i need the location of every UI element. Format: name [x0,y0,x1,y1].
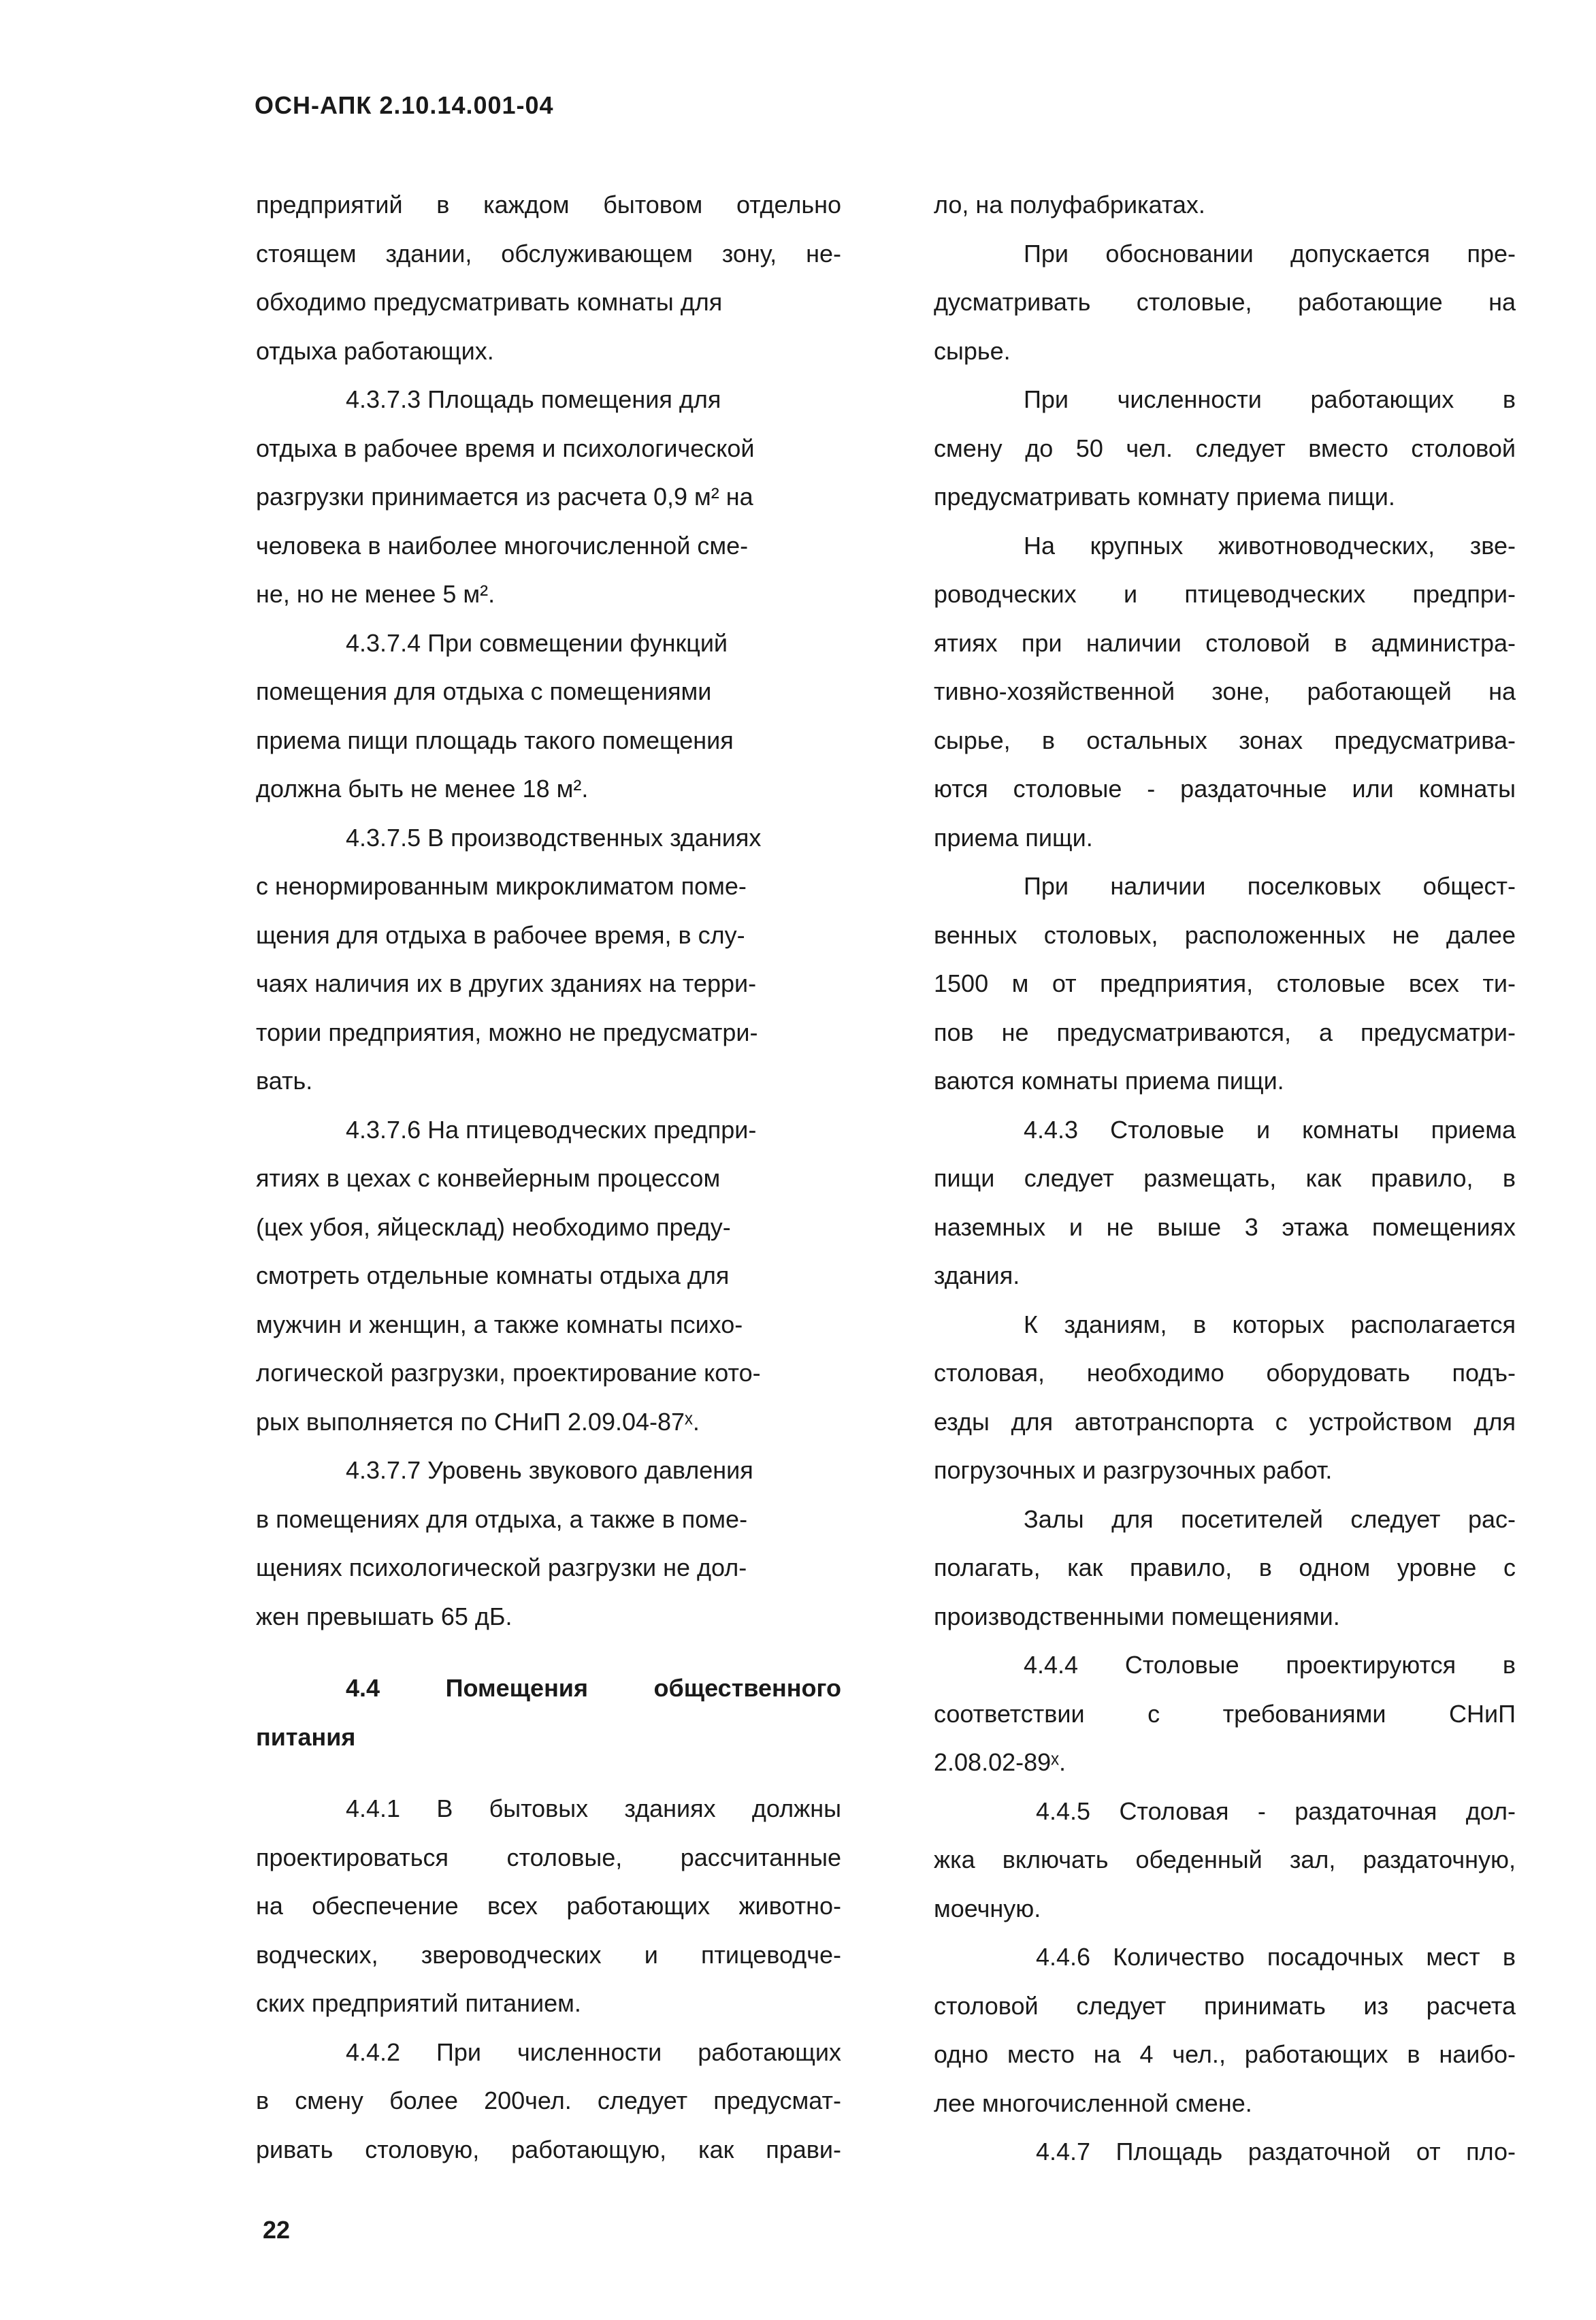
text-line: 4.3.7.6 На птицеводческих предпри- [346,1115,757,1144]
text-line: питания [256,1722,356,1751]
text-line: венных столовых, расположенных не далее [934,920,1516,949]
text-line: столовая, необходимо оборудовать подъ- [934,1359,1516,1387]
text-line: помещения для отдыха с помещениями [256,677,712,705]
text-line: 4.4.4 Столовые проектируются в [1024,1651,1516,1679]
text-line: вать. [256,1067,313,1095]
text-line: в помещениях для отдыха, а также в поме- [256,1504,748,1533]
right-text-column [934,180,1516,2176]
left-text-column [256,180,841,2174]
text-line: в смену более 200чел. следует предусмат- [256,2087,841,2114]
text-line: приема пищи площадь такого помещения [256,726,734,754]
text-line: 4.4.7 Площадь раздаточной от пло- [1036,2138,1516,2165]
text-line: с ненормированным микроклиматом поме- [256,872,747,900]
text-line: должна быть не менее 18 м². [256,775,589,803]
text-line: На крупных животноводческих, зве- [1024,531,1516,560]
text-line: мужчин и женщин, а также комнаты психо- [256,1310,743,1338]
text-line: приема пищи. [934,823,1093,852]
text-line: моечную. [934,1894,1041,1922]
text-line: 2.08.02-89ˣ. [934,1748,1066,1776]
text-line: полагать, как правило, в одном уровне с [934,1553,1516,1581]
text-line: человека в наиболее многочисленной сме- [256,531,749,560]
text-line: предусматривать комнату приема пищи. [934,483,1395,511]
text-line: одно место на 4 чел., работающих в наибо- [934,2040,1516,2068]
text-line: производственными помещениями. [934,1602,1340,1630]
text-line: жен превышать 65 дБ. [256,1602,512,1630]
text-line: пищи следует размещать, как правило, в [934,1164,1516,1192]
text-line: сырье. [934,336,1011,365]
text-line: 4.4.3 Столовые и комнаты приема [1024,1115,1516,1144]
text-line: ятиях в цехах с конвейерным процессом [256,1164,721,1192]
text-line: При обосновании допускается пре- [1024,239,1516,268]
text-line: столовой следует принимать из расчета [934,1991,1516,2020]
text-line: 4.3.7.3 Площадь помещения для [346,385,721,413]
text-line: логической разгрузки, проектирование кото- [256,1359,761,1387]
text-line: чаях наличия их в других зданиях на терри- [256,969,757,997]
text-line: При численности работающих в [1024,385,1516,413]
text-line: разгрузки принимается из расчета 0,9 м² на [256,483,753,511]
text-line: отдыха в рабочее время и психологической [256,434,755,462]
text-line: 4.4.5 Столовая - раздаточная дол- [1036,1797,1516,1825]
text-line: ятиях при наличии столовой в администра- [934,628,1516,657]
text-line: ривать столовую, работающую, как прави- [256,2135,841,2163]
text-line: 4.4.2 При численности работающих [346,2037,841,2066]
text-line: предприятий в каждом бытовом отдельно [256,191,841,219]
text-line: жка включать обеденный зал, раздаточную, [934,1846,1516,1873]
text-line: водческих, звероводческих и птицеводче- [256,1940,841,1969]
text-line: ло, на полуфабрикатах. [934,191,1205,219]
text-line: рых выполняется по СНиП 2.09.04-87ˣ. [256,1407,700,1436]
text-line: ются столовые - раздаточные или комнаты [934,775,1516,803]
text-line: 4.3.7.5 В производственных зданиях [346,823,762,852]
text-line: К зданиям, в которых располагается [1024,1310,1516,1338]
text-line: 4.3.7.4 При совмещении функций [346,628,728,657]
text-line: щения для отдыха в рабочее время, в слу- [256,920,745,949]
text-line: отдыха работающих. [256,336,494,365]
text-line: езды для автотранспорта с устройством для [934,1407,1516,1436]
text-line: сырье, в остальных зонах предусматрива- [934,726,1516,754]
text-line: стоящем здании, обслуживающем зону, не- [256,239,841,268]
text-line: 4.4.6 Количество посадочных мест в [1036,1943,1516,1971]
text-line: щениях психологической разгрузки не дол- [256,1553,747,1581]
text-line: наземных и не выше 3 этажа помещениях [934,1212,1516,1241]
text-line: ваются комнаты приема пищи. [934,1067,1284,1095]
text-line: 4.4 Помещения общественного [346,1674,841,1702]
text-line: смену до 50 чел. следует вместо столовой [934,434,1516,462]
text-line: тории предприятия, можно не предусматри- [256,1018,758,1046]
text-line: 4.4.1 В бытовых зданиях должны [346,1794,841,1822]
text-line: пов не предусматриваются, а предусматри- [934,1018,1516,1046]
text-line: 4.3.7.7 Уровень звукового давления [346,1456,753,1484]
text-line: обходимо предусматривать комнаты для [256,288,723,316]
page-number: 22 [263,2216,291,2244]
text-line: лее многочисленной смене. [934,2089,1252,2117]
text-line: При наличии поселковых общест- [1024,872,1516,900]
text-line: на обеспечение всех работающих животно- [256,1892,841,1920]
text-line: дусматривать столовые, работающие на [934,288,1516,316]
text-line: не, но не менее 5 м². [256,580,495,608]
document-code-header: ОСН-АПК 2.10.14.001-04 [255,91,554,119]
text-line: погрузочных и разгрузочных работ. [934,1456,1333,1484]
text-line: 1500 м от предприятия, столовые всех ти- [934,969,1516,997]
text-line: тивно-хозяйственной зоне, работающей на [934,677,1516,705]
text-line: ских предприятий питанием. [256,1989,581,2017]
text-line: соответствии с требованиями СНиП [934,1699,1516,1728]
text-line: роводческих и птицеводческих предпри- [934,580,1516,608]
text-line: здания. [934,1261,1020,1289]
text-line: смотреть отдельные комнаты отдыха для [256,1261,730,1289]
text-line: проектироваться столовые, рассчитанные [256,1843,841,1871]
text-line: Залы для посетителей следует рас- [1024,1504,1516,1533]
text-line: (цех убоя, яйцесклад) необходимо преду- [256,1212,731,1241]
